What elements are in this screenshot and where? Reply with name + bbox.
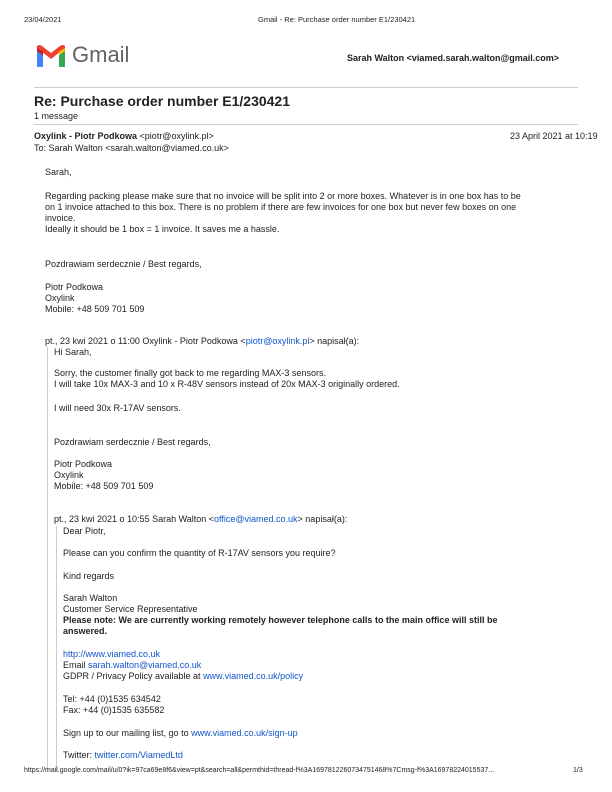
quote-sig-name: Sarah Walton <box>63 593 118 603</box>
print-url: https://mail.google.com/mail/u/0?ik=97ca69e8f6&view=pt&search=all&permthid=thread-f%3A1697812260734751468%7Cmsg-f%3A16978224015537... <box>24 767 495 774</box>
message-count: 1 message <box>34 111 79 121</box>
quote-intro-email-link[interactable]: piotr@oxylink.pl <box>245 336 310 346</box>
thread-subject: Re: Purchase order number E1/230421 <box>34 93 291 109</box>
gmail-wordmark: Gmail <box>72 42 130 67</box>
quote-line: Hi Sarah, <box>54 347 92 357</box>
gmail-logo <box>35 45 67 71</box>
signature-name: Piotr Podkowa <box>45 282 104 292</box>
recipients: To: Sarah Walton <sarah.walton@viamed.co.uk> <box>34 143 229 153</box>
print-date: 23/04/2021 <box>24 15 62 24</box>
quote-signature-mobile: Mobile: +48 509 701 509 <box>54 481 154 491</box>
quote-line: I will take 10x MAX-3 and 10 x R-48V sensors instead of 20x MAX-3 originally ordered. <box>54 379 400 389</box>
divider <box>34 87 578 88</box>
quote-intro-email-link[interactable]: office@viamed.co.uk <box>214 514 298 524</box>
gmail-m-icon <box>35 45 67 69</box>
quote-sig-role: Customer Service Representative <box>63 604 198 614</box>
quote-intro: pt., 23 kwi 2021 o 10:55 Sarah Walton <office@viamed.co.uk> napisał(a): <box>54 514 348 524</box>
quote-greeting: Dear Piotr, <box>63 526 106 536</box>
twitter-link[interactable]: twitter.com/ViamedLtd <box>94 750 183 760</box>
sender-email: <piotr@oxylink.pl> <box>139 131 214 141</box>
signature-regards: Pozdrawiam serdecznie / Best regards, <box>45 259 202 269</box>
divider <box>34 124 578 125</box>
quote-line: I will need 30x R-17AV sensors. <box>54 403 181 413</box>
body-line: on 1 invoice attached to this box. There is no problem if there are few invoices for one box but never few boxes on one <box>45 202 517 212</box>
tel-line: Tel: +44 (0)1535 634542 <box>63 694 161 704</box>
quote-signature-company: Oxylink <box>54 470 84 480</box>
gdpr-link[interactable]: www.viamed.co.uk/policy <box>203 671 304 681</box>
quote-intro: pt., 23 kwi 2021 o 11:00 Oxylink - Piotr Podkowa <piotr@oxylink.pl> napisał(a): <box>45 336 360 346</box>
body-line: Ideally it should be 1 box = 1 invoice. It saves me a hassle. <box>45 224 280 234</box>
email-line: Email sarah.walton@viamed.co.uk <box>63 660 202 670</box>
website-link[interactable]: http://www.viamed.co.uk <box>63 649 161 659</box>
mailing-line: Sign up to our mailing list, go to www.viamed.co.uk/sign-up <box>63 728 298 738</box>
print-page-number: 1/3 <box>573 767 583 774</box>
sender-name: Oxylink - Piotr Podkowa <box>34 131 138 141</box>
signature-company: Oxylink <box>45 293 75 303</box>
message-date: 23 April 2021 at 10:19 <box>510 131 598 141</box>
quote-notice: Please note: We are currently working remotely however telephone calls to the main office will still be <box>63 615 498 625</box>
quote-line: Sorry, the customer finally got back to me regarding MAX-3 sensors. <box>54 368 326 378</box>
quote-bar <box>56 526 57 772</box>
print-title: Gmail - Re: Purchase order number E1/230421 <box>258 15 416 24</box>
sender <box>34 131 214 141</box>
quote-bar <box>47 347 48 772</box>
signature-mobile: Mobile: +48 509 701 509 <box>45 304 145 314</box>
body-line: Regarding packing please make sure that no invoice will be split into 2 or more boxes. Whatever is in one box has to be <box>45 191 521 201</box>
quote-signature-name: Piotr Podkowa <box>54 459 113 469</box>
email-link[interactable]: sarah.walton@viamed.co.uk <box>88 660 202 670</box>
quote-question: Please can you confirm the quantity of R-17AV sensors you require? <box>63 548 336 558</box>
quote-signature-regards: Pozdrawiam serdecznie / Best regards, <box>54 437 211 447</box>
quote-notice: answered. <box>63 626 108 636</box>
body-line: invoice. <box>45 213 76 223</box>
body-greeting: Sarah, <box>45 167 72 177</box>
quote-closing: Kind regards <box>63 571 115 581</box>
gdpr-line: GDPR / Privacy Policy available at www.viamed.co.uk/policy <box>63 671 304 681</box>
fax-line: Fax: +44 (0)1535 635582 <box>63 705 165 715</box>
mailing-link[interactable]: www.viamed.co.uk/sign-up <box>191 728 298 738</box>
twitter-line: Twitter: twitter.com/ViamedLtd <box>63 750 183 760</box>
account-label: Sarah Walton <viamed.sarah.walton@gmail.com> <box>347 53 560 63</box>
